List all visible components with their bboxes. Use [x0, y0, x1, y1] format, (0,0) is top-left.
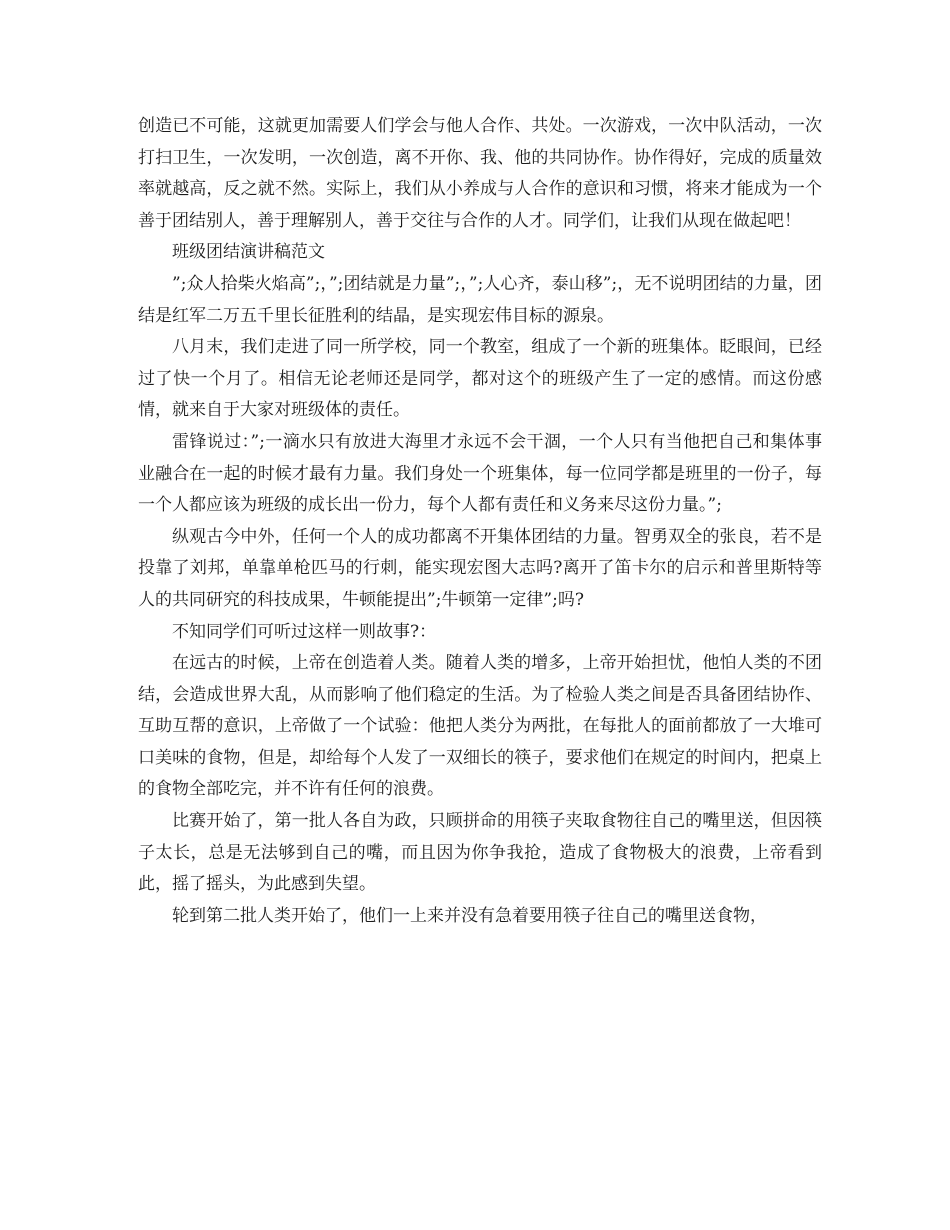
paragraph-first-group: 比赛开始了，第一批人各自为政，只顾拼命的用筷子夹取食物往自己的嘴里送，但因筷子太长，总是无法够到自己的嘴，而且因为你争我抢，造成了食物极大的浪费，上帝看到此，摇了摇头，为此感到失望。 — [138, 811, 822, 895]
section-title: 班级团结演讲稿范文 — [172, 242, 325, 263]
paragraph-proverbs: ”;众人拾柴火焰高”;，”;团结就是力量”;，”;人心齐，泰山移”;，无不说明团结的力量，团结是红军二万五千里长征胜利的结晶，是实现宏伟目标的源泉。 — [138, 273, 822, 326]
paragraph-story-intro: 不知同学们可听过这样一则故事?： — [172, 621, 437, 642]
paragraph-second-group: 轮到第二批人类开始了，他们一上来并没有急着要用筷子往自己的嘴里送食物， — [172, 905, 767, 926]
paragraph-leifeng-quote: 雷锋说过：”;一滴水只有放进大海里才永远不会干涸，一个人只有当他把自己和集体事业融合在一起的时候才最有力量。我们身处一个班集体，每一位同学都是班里的一份子，每一个人都应该为班级的成长出一份力，每个人都有责任和义务来尽这份力量。”; — [138, 431, 822, 516]
paragraph-cooperation-conclusion: 创造已不可能，这就更加需要人们学会与他人合作、共处。一次游戏，一次中队活动，一次打扫卫生，一次发明，一次创造，离不开你、我、他的共同协作。协作得好，完成的质量效率就越高，反之就不然。实际上，我们从小养成与人合作的意识和习惯，将来才能成为一个善于团结别人，善于理解别人，善于交往与合作的人才。同学们，让我们从现在做起吧！ — [138, 116, 822, 231]
paragraph-new-class: 八月末，我们走进了同一所学校，同一个教室，组成了一个新的班集体。眨眼间，已经过了快一个月了。相信无论老师还是同学，都对这个的班级产生了一定的感情。而这份感情，就来自于大家对班级体的责任。 — [138, 337, 822, 421]
paragraph-history-examples: 纵观古今中外，任何一个人的成功都离不开集体团结的力量。智勇双全的张良，若不是投靠了刘邦，单靠单枪匹马的行刺，能实现宏图大志吗?离开了笛卡尔的启示和普里斯特等人的共同研究的科技成果，牛顿能提出”;牛顿第一定律”;吗? — [138, 526, 822, 610]
paragraph-story-setup: 在远古的时候，上帝在创造着人类。随着人类的增多，上帝开始担忧，他怕人类的不团结，会造成世界大乱，从而影响了他们稳定的生活。为了检验人类之间是否具备团结协作、互助互帮的意识，上帝做了一个试验：他把人类分为两批，在每批人的面前都放了一大堆可口美味的食物，但是，却给每个人发了一双细长的筷子，要求他们在规定的时间内，把桌上的食物全部吃完，并不许有任何的浪费。 — [138, 653, 822, 800]
document-body — [138, 111, 822, 932]
